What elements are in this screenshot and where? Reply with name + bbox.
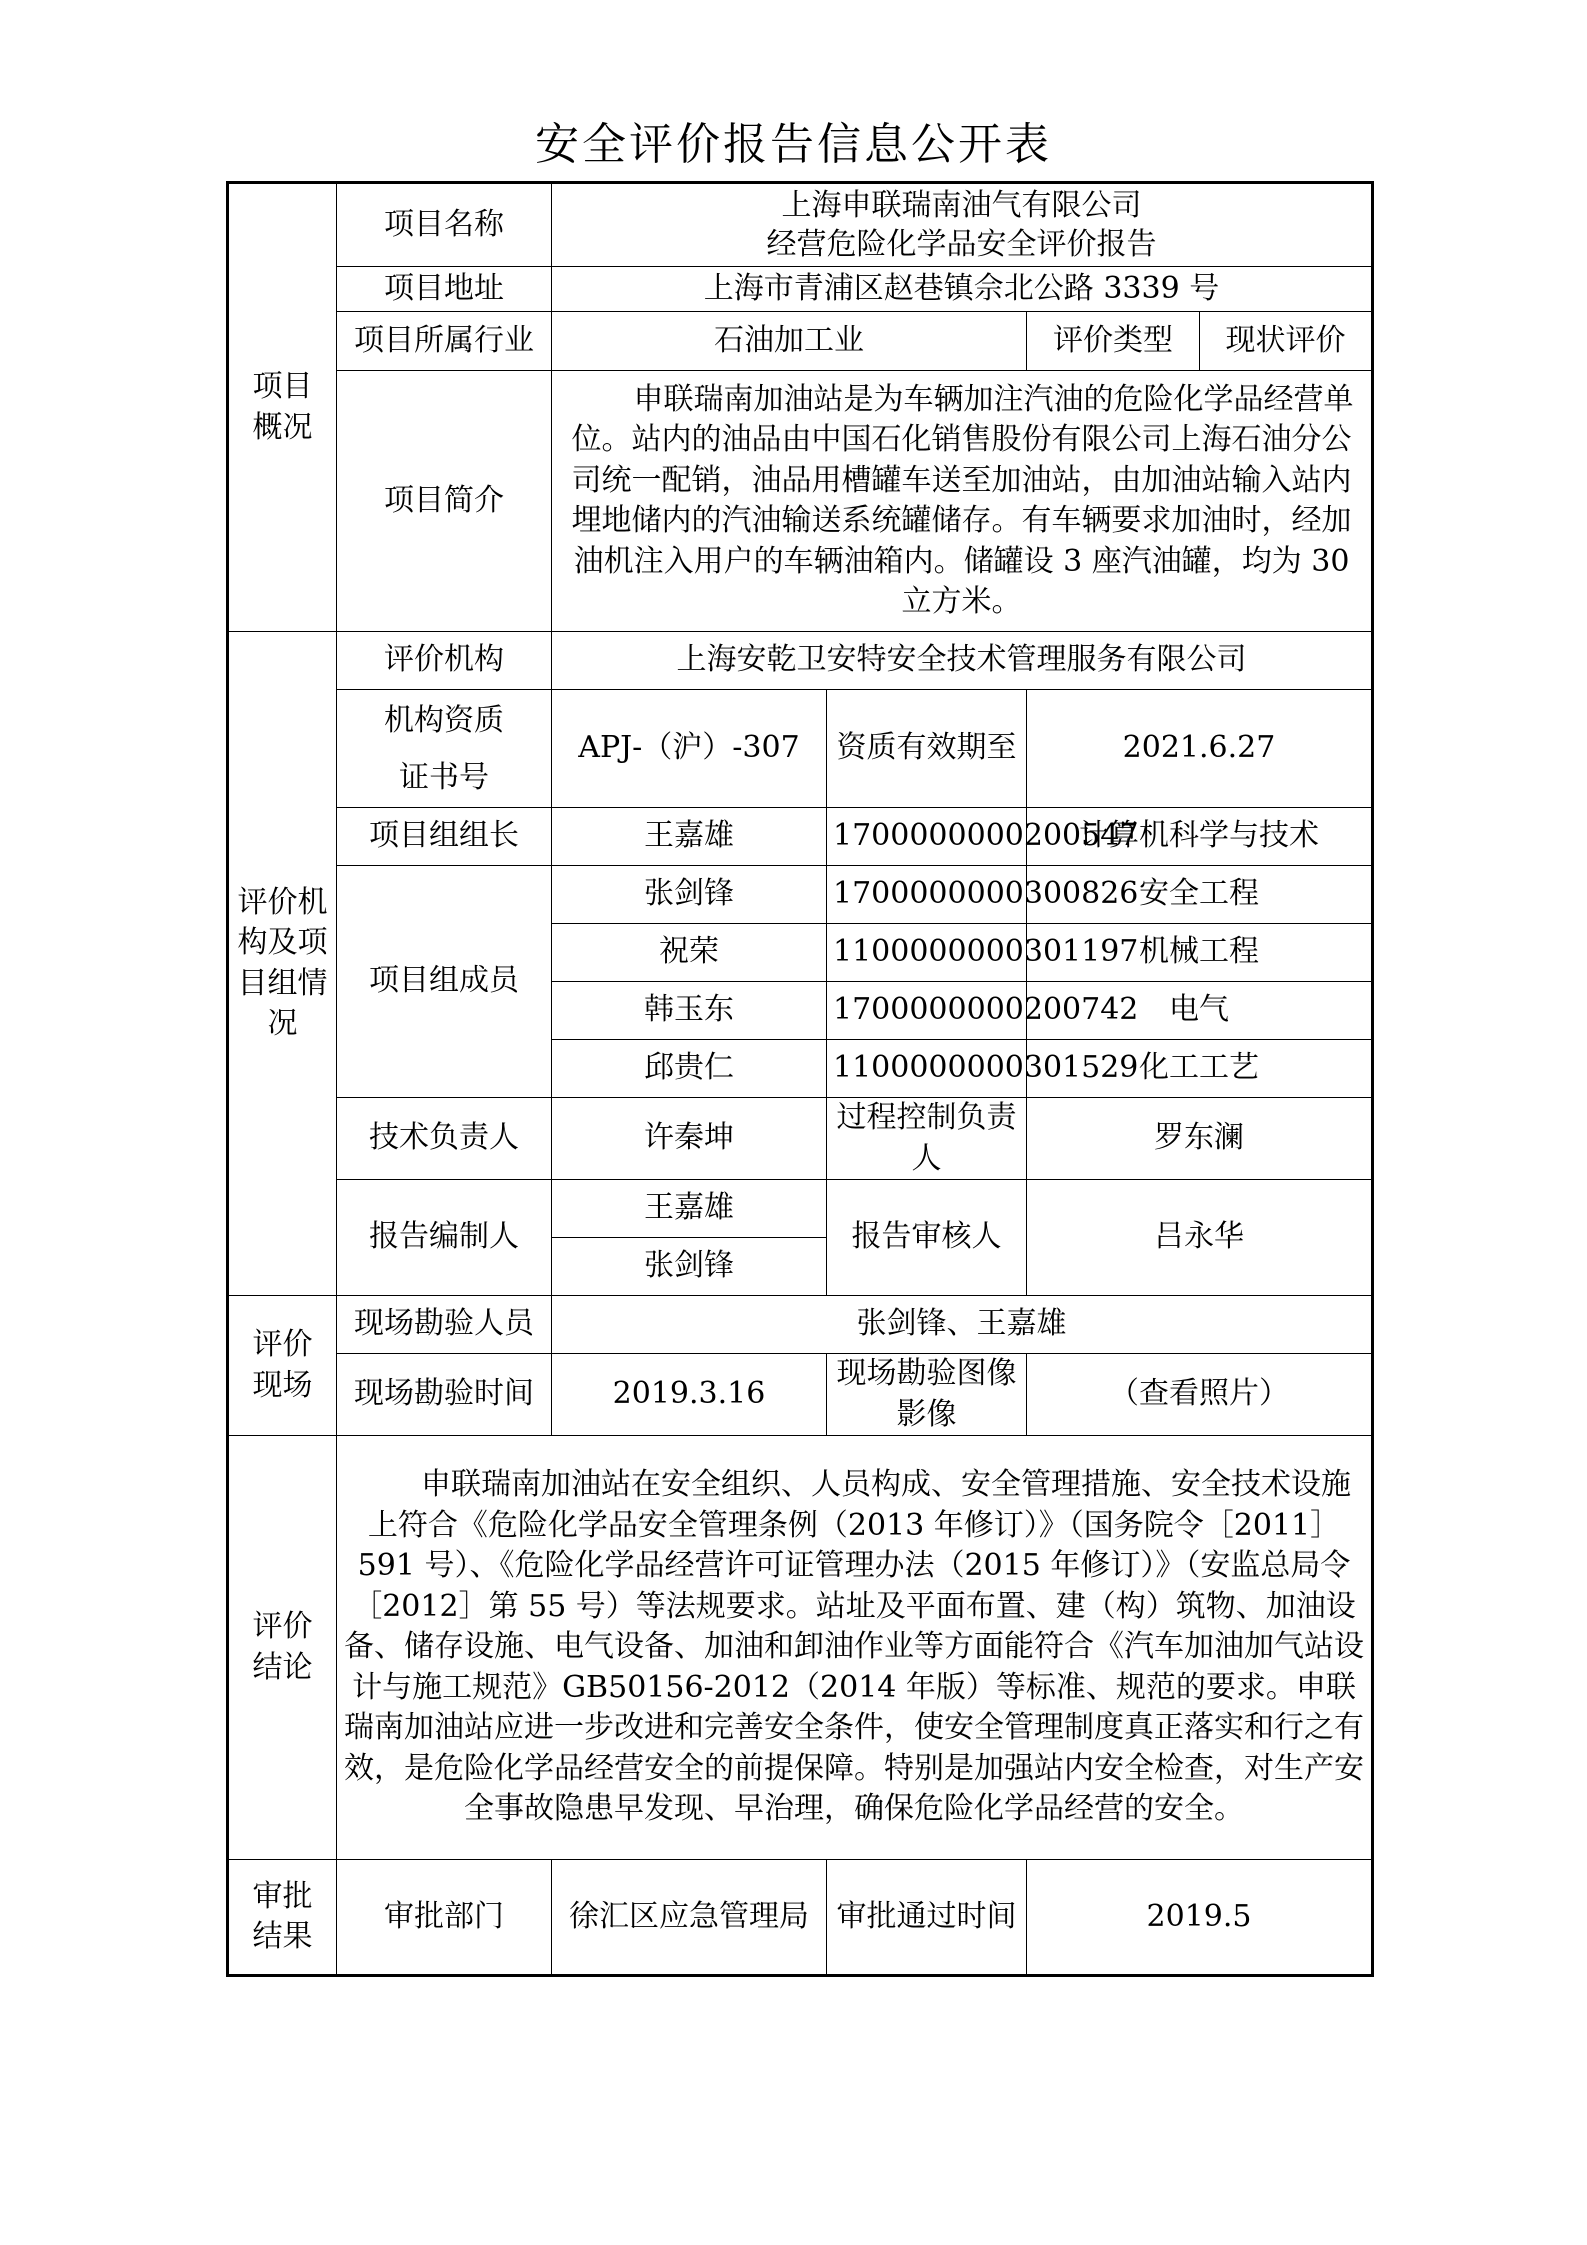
site-time-label: 现场勘验时间 <box>337 1354 552 1436</box>
eval-type-label: 评价类型 <box>1027 312 1200 370</box>
site-time: 2019.3.16 <box>552 1354 827 1436</box>
leader-id: 1700000000200547 <box>827 808 1027 866</box>
cert-number: APJ-（沪）-307 <box>552 690 827 808</box>
tech-lead-label: 技术负责人 <box>337 1098 552 1180</box>
approval-time-label: 审批通过时间 <box>827 1860 1027 1976</box>
members-label: 项目组成员 <box>337 866 552 1098</box>
member-field: 电气 <box>1027 982 1373 1040</box>
conclusion-text: 申联瑞南加油站在安全组织、人员构成、安全管理措施、安全技术设施上符合《危险化学品安全管理条例（2013 年修订）》（国务院令［2011］591 号）、《危险化学品经营许可证管理办法（2015 年修订）》（安监总局令［2012］第 55 号）等法规要求。站址及平面布置、建（构）筑物、加油设备、储存设施、电气设备、加油和卸油作业等方面能符合《汽车加油加气站设计与施工规范》GB50156-2012（2014 年版）等标准、规范的要求。申联瑞南加油站应进一步改进和完善安全条件，使安全管理制度真正落实和行之有效，是危险化学品经营安全的前提保障。特别是加强站内安全检查，对生产安全事故隐患早发现、早治理，确保危险化学品经营的安全。 <box>337 1436 1373 1860</box>
project-industry-label: 项目所属行业 <box>337 312 552 371</box>
eval-type: 现状评价 <box>1225 322 1346 358</box>
member-name: 韩玉东 <box>552 982 827 1040</box>
author-name: 王嘉雄 <box>552 1180 827 1238</box>
project-intro-label: 项目简介 <box>337 371 552 632</box>
page-title: 安全评价报告信息公开表 <box>535 119 1052 170</box>
site-staff-label: 现场勘验人员 <box>337 1296 552 1354</box>
approval-time: 2019.5 <box>1027 1860 1373 1976</box>
process-lead-name: 罗东澜 <box>1027 1098 1373 1180</box>
valid-until-label: 资质有效期至 <box>827 690 1027 808</box>
project-name-label: 项目名称 <box>337 183 552 267</box>
member-id: 1700000000200742 <box>827 982 1027 1040</box>
agency-label: 评价机构 <box>337 632 552 690</box>
project-name: 上海申联瑞南油气有限公司 经营危险化学品安全评价报告 <box>552 183 1373 267</box>
approval-dept-label: 审批部门 <box>337 1860 552 1976</box>
member-field: 安全工程 <box>1027 866 1373 924</box>
member-id: 1700000000300826 <box>827 866 1027 924</box>
section-site: 评价 现场 <box>228 1296 337 1436</box>
approval-dept: 徐汇区应急管理局 <box>552 1860 827 1976</box>
member-name: 邱贵仁 <box>552 1040 827 1098</box>
site-staff: 张剑锋、王嘉雄 <box>552 1296 1373 1354</box>
info-table <box>226 181 1374 1977</box>
section-conclusion: 评价 结论 <box>228 1436 337 1860</box>
section-agency-team: 评价机 构及项 目组情 况 <box>228 632 337 1296</box>
project-intro: 申联瑞南加油站是为车辆加注汽油的危险化学品经营单位。站内的油品由中国石化销售股份有限公司上海石油分公司统一配销，油品用槽罐车送至加油站，由加油站输入站内埋地储内的汽油输送系统罐储存。有车辆要求加油时，经加油机注入用户的车辆油箱内。储罐设 3 座汽油罐，均为 30 立方米。 <box>552 371 1373 632</box>
author-label: 报告编制人 <box>337 1180 552 1296</box>
cert-label: 机构资质 证书号 <box>337 690 552 808</box>
site-image-label: 现场勘验图像影像 <box>827 1354 1027 1436</box>
member-field: 机械工程 <box>1027 924 1373 982</box>
reviewer-name: 吕永华 <box>1027 1180 1373 1296</box>
section-approval: 审批 结果 <box>228 1860 337 1976</box>
view-photos-link[interactable]: （查看照片） <box>1027 1354 1373 1436</box>
member-name: 张剑锋 <box>552 866 827 924</box>
member-id: 1100000000301529 <box>827 1040 1027 1098</box>
table-row <box>228 866 1373 924</box>
leader-name: 王嘉雄 <box>552 808 827 866</box>
member-name: 祝荣 <box>552 924 827 982</box>
tech-lead-name: 许秦坤 <box>552 1098 827 1180</box>
leader-label: 项目组组长 <box>337 808 552 866</box>
project-address: 上海市青浦区赵巷镇佘北公路 3339 号 <box>552 267 1373 312</box>
author-name: 张剑锋 <box>552 1238 827 1296</box>
member-id: 1100000000301197 <box>827 924 1027 982</box>
member-field: 化工工艺 <box>1027 1040 1373 1098</box>
section-project-overview: 项目 概况 <box>228 183 337 632</box>
project-address-label: 项目地址 <box>337 267 552 312</box>
valid-until: 2021.6.27 <box>1027 690 1373 808</box>
agency-name: 上海安乾卫安特安全技术管理服务有限公司 <box>552 632 1373 690</box>
leader-field: 计算机科学与技术 <box>1027 808 1373 866</box>
process-lead-label: 过程控制负责人 <box>827 1098 1027 1180</box>
reviewer-label: 报告审核人 <box>827 1180 1027 1296</box>
project-industry: 石油加工业 <box>552 312 1027 371</box>
